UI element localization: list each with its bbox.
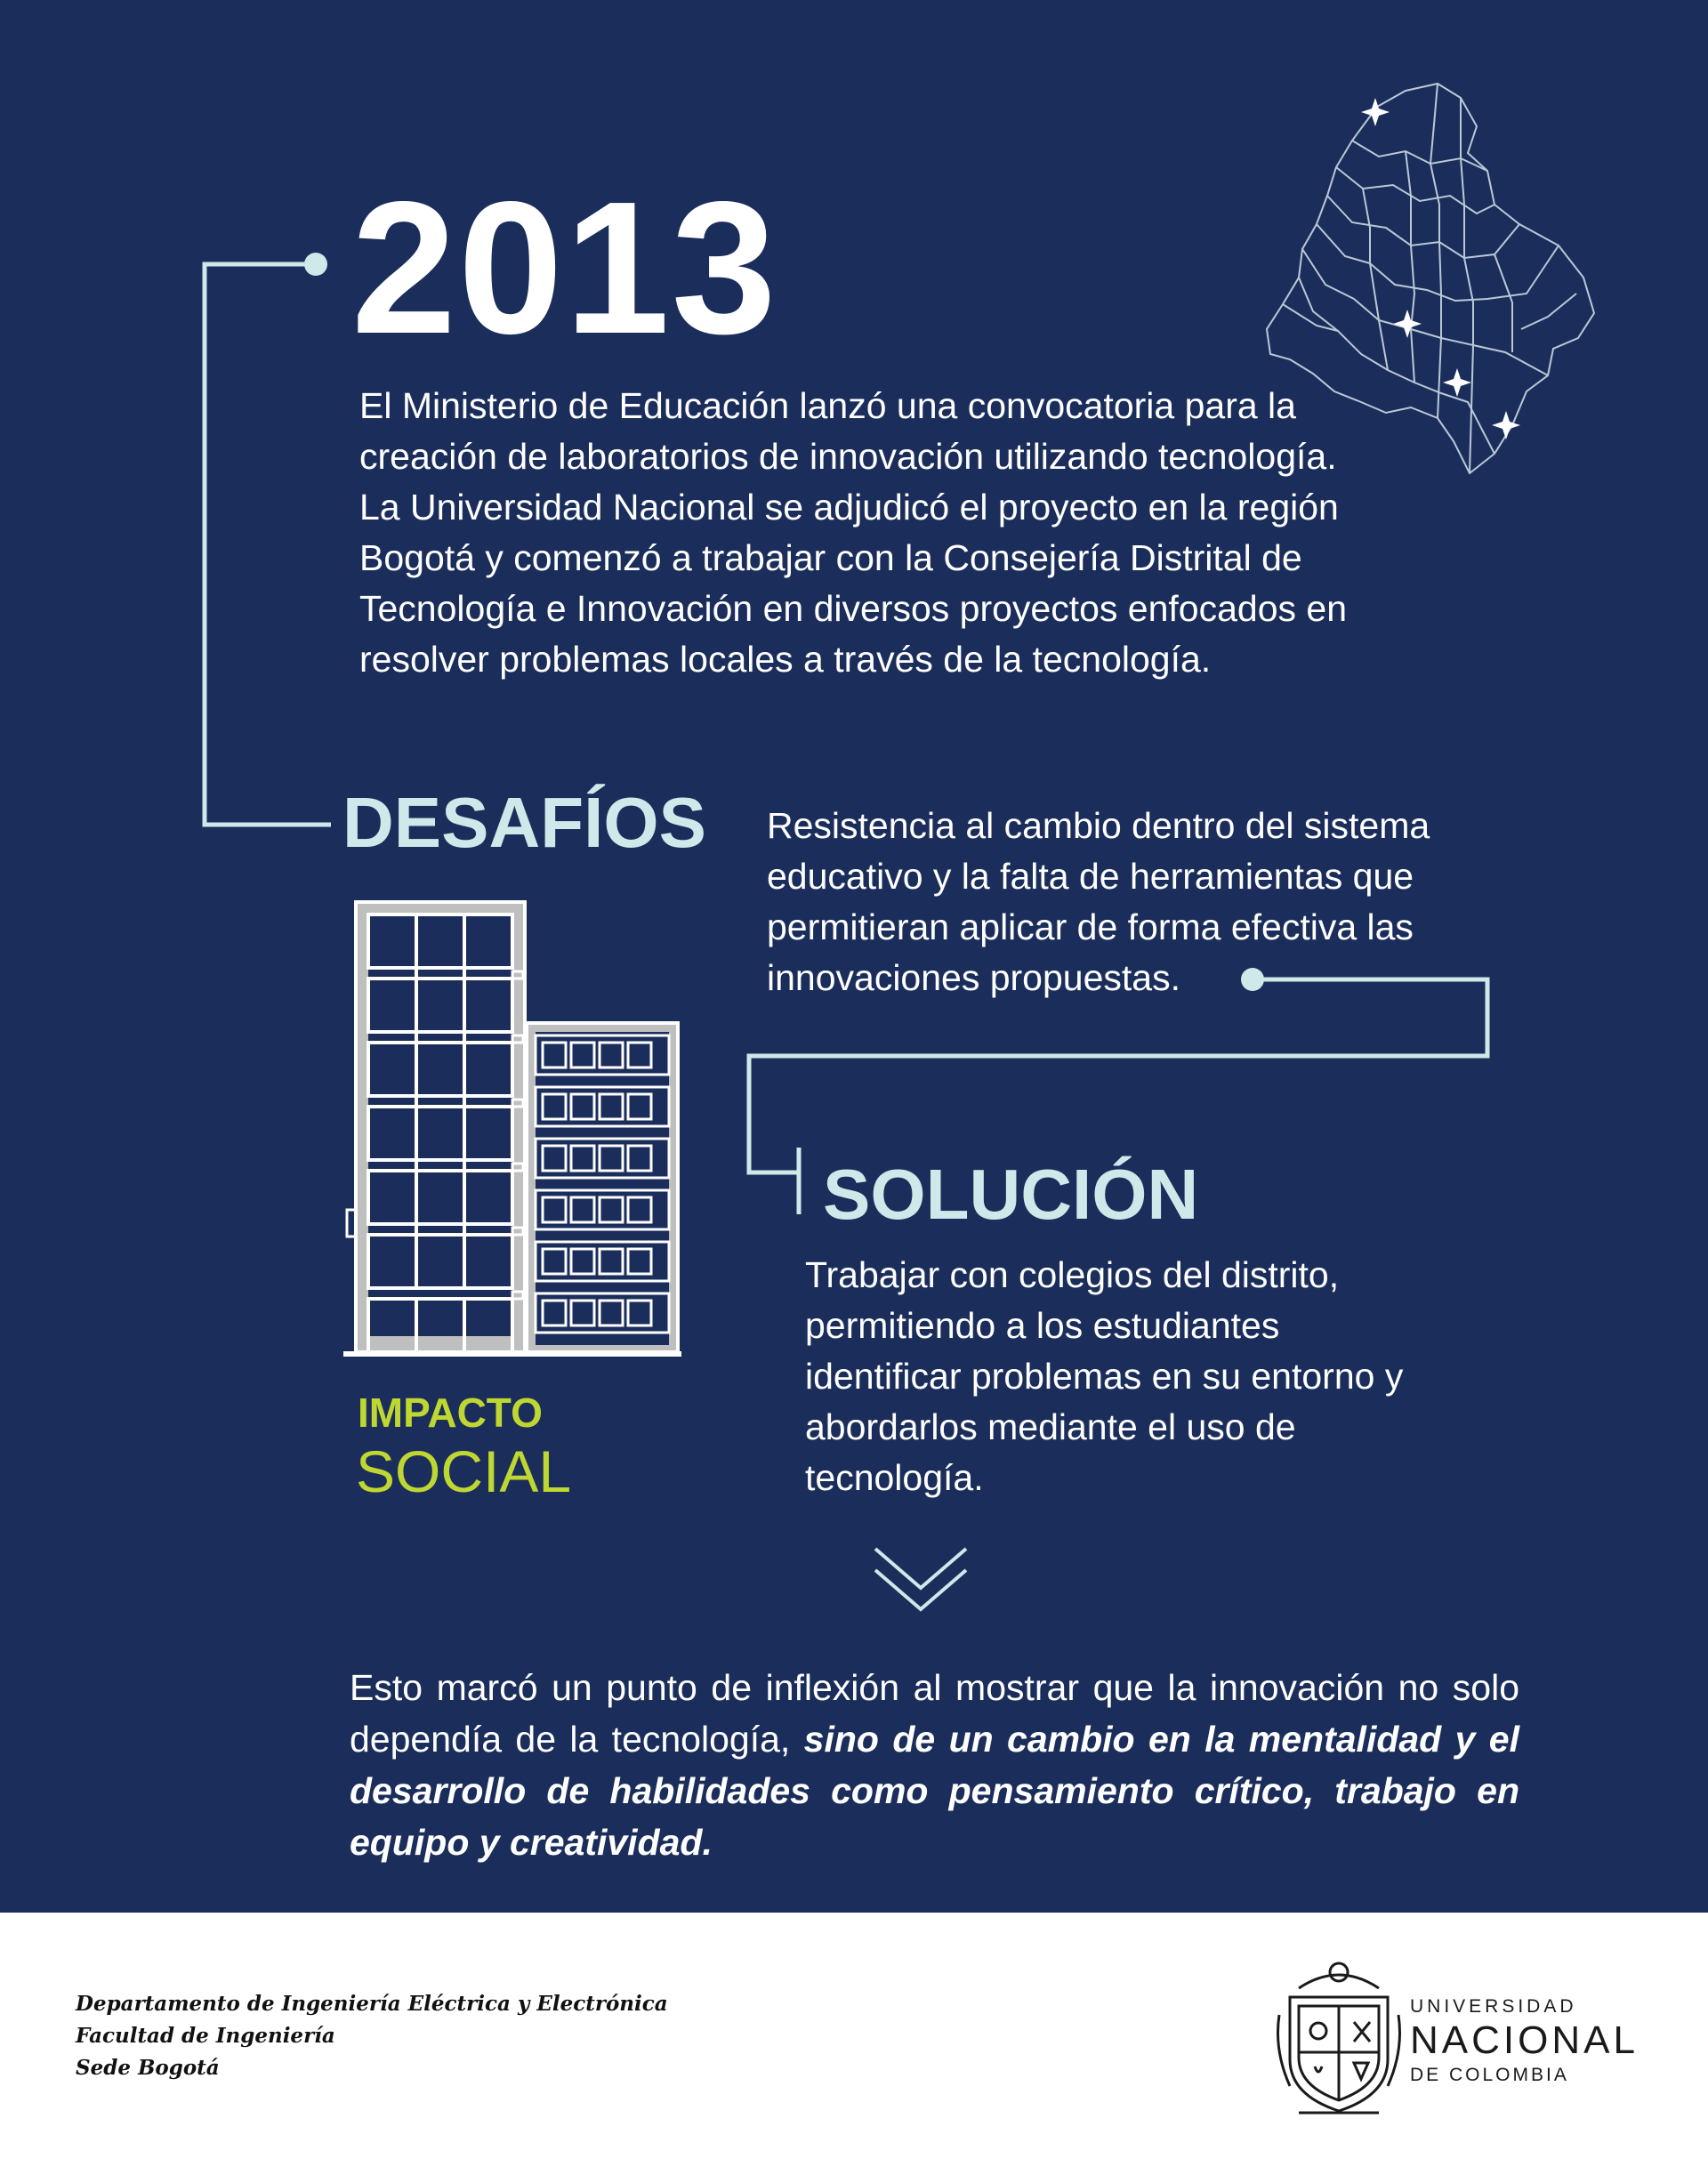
intro-line: Tecnología e Innovación en diversos proyectos enfocados en [359, 588, 1348, 629]
solution-line: identificar problemas en su entorno y [805, 1356, 1404, 1397]
solution-paragraph [805, 1250, 1535, 1503]
impact-label: IMPACTO [358, 1390, 543, 1436]
intro-line: La Universidad Nacional se adjudicó el proyecto en la región [359, 487, 1339, 528]
conclusion-paragraph [350, 1662, 1519, 1868]
challenges-line: Resistencia al cambio dentro del sistema [767, 805, 1430, 846]
challenges-title: DESAFÍOS [342, 783, 706, 862]
solution-line: tecnología. [805, 1457, 984, 1498]
chevron-down-icon [872, 1543, 970, 1623]
intro-line: El Ministerio de Educación lanzó una convocatoria para la [359, 385, 1296, 426]
logo-line-colombia: DE COLOMBIA [1410, 2065, 1569, 2085]
footer-department: Departamento de Ingeniería Eléctrica y Electrónica [76, 1992, 668, 2016]
intro-line: Bogotá y comenzó a trabajar con la Consejería Distrital de [359, 537, 1302, 578]
intro-line: creación de laboratorios de innovación utilizando tecnología. [359, 436, 1337, 477]
intro-line: resolver problemas locales a través de la tecnología. [359, 639, 1212, 680]
footer-campus: Sede Bogotá [76, 2056, 220, 2080]
year-heading: 2013 [351, 162, 778, 373]
solution-title: SOLUCIÓN [823, 1155, 1199, 1234]
logo-line-nacional: NACIONAL [1410, 2018, 1639, 2062]
university-logo-text [1410, 1997, 1639, 2084]
challenges-line: innovaciones propuestas. [767, 957, 1180, 998]
solution-line: Trabajar con colegios del distrito, [805, 1254, 1340, 1295]
footer-credits [76, 1988, 668, 2084]
university-seal-icon [1272, 1953, 1406, 2122]
building-icon [329, 890, 703, 1370]
challenges-paragraph [767, 801, 1532, 1003]
conclusion-emphasis: sino de un cambio en la mentalidad y el desarrollo de habilidades como pensamiento crítico, trabajo en equipo y creatividad. [350, 1719, 1519, 1863]
conclusion-plain: Esto marcó un punto de inflexión al mostrar que la innovación no solo dependía de la tecnología, [350, 1667, 1519, 1760]
solution-line: permitiendo a los estudiantes [805, 1305, 1280, 1346]
social-label: SOCIAL [356, 1438, 572, 1504]
footer-faculty: Facultad de Ingeniería [76, 2024, 335, 2048]
logo-line-universidad: UNIVERSIDAD [1410, 1996, 1577, 2017]
solution-line: abordarlos mediante el uso de [805, 1406, 1296, 1447]
intro-paragraph [359, 381, 1507, 685]
challenges-line: educativo y la falta de herramientas que [767, 856, 1414, 897]
challenges-line: permitieran aplicar de forma efectiva las [767, 906, 1414, 947]
